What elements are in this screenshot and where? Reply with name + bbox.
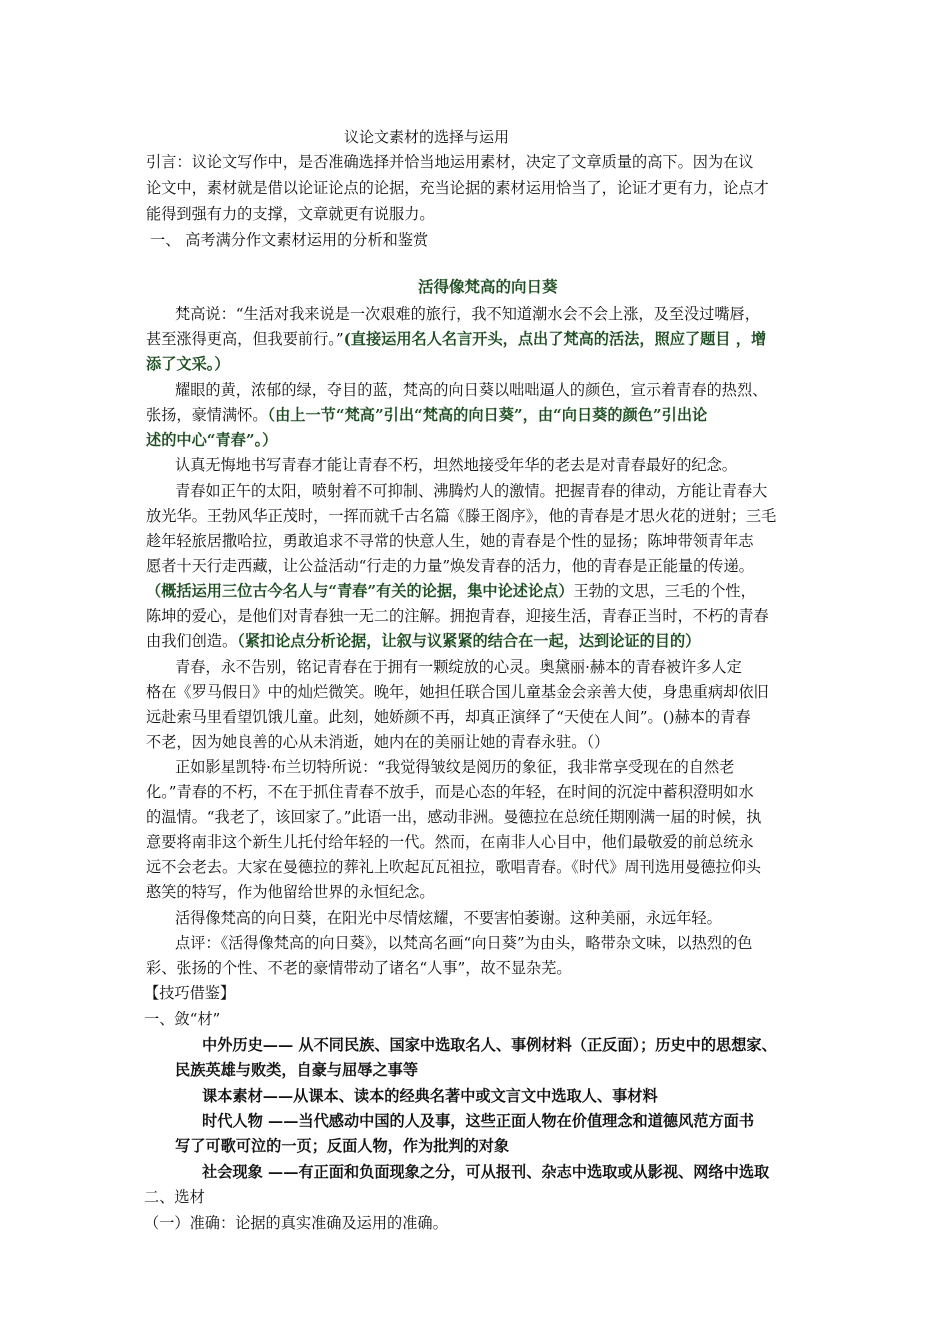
essay-text: 正如影星凯特·布兰切特所说：“我觉得皱纹是阅历的象征，我非常享受现在的自然老 <box>175 758 735 776</box>
essay-text: 格在《罗马假日》中的灿烂微笑。晚年，她担任联合国儿童基金会亲善大使，身患重病却依旧 <box>146 683 769 701</box>
list-item: 课本素材——从课本、读本的经典名著中或文言文中选取人、事材料 <box>202 1087 658 1105</box>
essay-text: 的温情。“我老了，该回家了。”此语一出，感动非洲。曼德拉在总统任期刚满一届的时候，执 <box>146 808 762 826</box>
essay-text: 放光华。王勃风华正茂时，一挥而就千古名篇《滕王阁序》，他的青春是才思火花的迸射；三毛 <box>146 507 777 525</box>
essay-text: 认真无悔地书写青春才能让青春不朽，坦然地接受年华的老去是对青春最好的纪念。 <box>175 456 737 474</box>
essay-text: 憨笑的特写，作为他留给世界的永恒纪念。 <box>146 883 435 901</box>
list-item: 写了可歌可泣的一页；反面人物，作为批判的对象 <box>175 1137 510 1155</box>
essay-text: 趁年轻旅居撒哈拉，勇敢追求不寻常的快意人生，她的青春是个性的显扬；陈坤带领青年志 <box>146 532 754 550</box>
essay-text: 耀眼的黄，浓郁的绿，夺目的蓝，梵高的向日葵以咄咄逼人的颜色，宣示着青春的热烈、 <box>175 381 768 399</box>
comment-text: 点评：《活得像梵高的向日葵》，以梵高名画“向日葵”为由头，略带杂文味，以热烈的色 <box>175 934 753 952</box>
annotation-text: (直接运用名人名言开头，点出了梵高的活法，照应了题目 ，增 <box>343 330 767 348</box>
annotation-text: （由上一节“梵高”引出“梵高的向日葵”，由“向日葵的颜色”引出论 <box>267 406 708 424</box>
essay-text-mixed <box>146 328 766 350</box>
essay-text-mixed <box>146 630 700 652</box>
intro-line: 能得到强有力的支撑，文章就更有说服力。 <box>146 205 435 223</box>
essay-title: 活得像梵高的向日葵 <box>418 277 558 296</box>
subsection-heading: （一）准确：论据的真实准确及运用的准确。 <box>144 1214 448 1232</box>
essay-text: 王勃的文思，三毛的个性， <box>573 582 756 600</box>
essay-text-mixed <box>146 404 707 426</box>
annotation-text: （紧扣论点分析论据，让叙与议紧紧的结合在一起，达到论证的目的） <box>237 632 701 650</box>
section-heading: 一、 高考满分作文素材运用的分析和鉴赏 <box>150 231 429 249</box>
intro-line: 引言：议论文写作中，是否准确选择并恰当地运用素材，决定了文章质量的高下。因为在议 <box>146 153 754 171</box>
essay-text: 意要将南非这个新生儿托付给年轻的一代。然而，在南非人心目中，他们最敬爱的前总统永 <box>146 833 754 851</box>
essay-text: 张扬，豪情满怀。 <box>146 406 268 424</box>
essay-text: 远不会老去。大家在曼德拉的葬礼上吹起瓦瓦祖拉，歌唱青春。《时代》周刊选用曼德拉仰头 <box>146 858 762 876</box>
section-heading: 一、敛“材” <box>144 1010 221 1028</box>
essay-text: 化。”青春的不朽，不在于抓住青春不放手，而是心态的年轻，在时间的沉淀中蓄积澄明如水 <box>146 783 754 801</box>
essay-text-mixed <box>146 580 756 602</box>
intro-line: 论文中，素材就是借以论证论点的论据，充当论据的素材运用恰当了，论证才更有力，论点才 <box>146 179 769 197</box>
essay-text: 由我们创造。 <box>146 632 238 650</box>
comment-text: 彩、张扬的个性、不老的豪情带动了诸名“人事”，故不显杂芜。 <box>146 959 572 977</box>
annotation-text: 述的中心“青春”。） <box>146 431 278 449</box>
essay-text: 不老，因为她良善的心从未消逝，她内在的美丽让她的青春永驻。（） <box>146 733 610 751</box>
list-item: 中外历史—— 从不同民族、国家中选取名人、事例材料（正反面）；历史中的思想家、 <box>202 1036 777 1054</box>
list-item: 时代人物 ——当代感动中国的人及事，这些正面人物在价值理念和道德风范方面书 <box>202 1112 755 1130</box>
essay-text: 青春，永不告别，铭记青春在于拥有一颗绽放的心灵。奥黛丽·赫本的青春被许多人定 <box>175 658 742 676</box>
list-item: 社会现象 ——有正面和负面现象之分，可从报刊、杂志中选取或从影视、网络中选取 <box>202 1163 770 1181</box>
essay-text: 甚至涨得更高，但我要前行。” <box>146 330 344 348</box>
essay-text: 活得像梵高的向日葵，在阳光中尽情炫耀，不要害怕萎谢。这种美丽，永远年轻。 <box>175 909 722 927</box>
section-heading: 二、选材 <box>144 1188 205 1206</box>
essay-text: 梵高说：“生活对我来说是一次艰难的旅行，我不知道潮水会不会上涨，及至没过嘴唇， <box>175 305 760 323</box>
essay-text: 远赴索马里看望饥饿儿童。此刻，她娇颜不再，却真正演绎了“天使在人间”。()赫本的青春 <box>146 708 751 726</box>
skills-header: 【技巧借鉴】 <box>144 984 236 1002</box>
annotation-text: 添了文采。） <box>146 355 230 373</box>
annotation-text: （概括运用三位古今名人与“青春”有关的论据，集中论述论点） <box>146 582 574 600</box>
essay-text: 青春如正午的太阳，喷射着不可抑制、沸腾灼人的激情。把握青春的律动，方能让青春大 <box>175 482 768 500</box>
essay-text: 陈坤的爱心，是他们对青春独一无二的注解。拥抱青春，迎接生活，青春正当时，不朽的青春 <box>146 607 769 625</box>
list-item: 民族英雄与败类，自豪与屈辱之事等 <box>175 1061 418 1079</box>
document-title: 议论文素材的选择与运用 <box>344 128 510 146</box>
essay-text: 愿者十天行走西藏，让公益活动“行走的力量”焕发青春的活力，他的青春是正能量的传递。 <box>146 557 754 575</box>
